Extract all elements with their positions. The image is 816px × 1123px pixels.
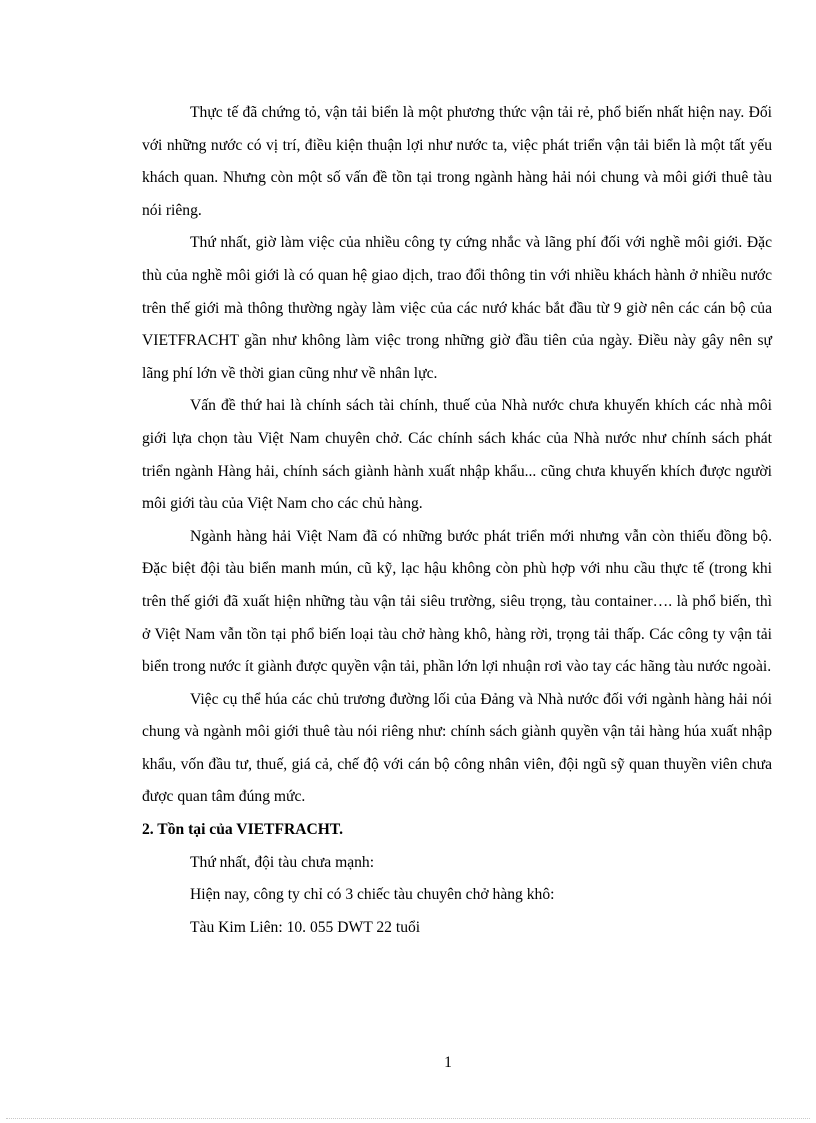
paragraph-policy-implementation: Việc cụ thể húa các chủ trương đường lối của Đảng và Nhà nước đối với ngành hàng hải nói chung và ngành môi giới thuê tàu nói riêng như: chính sách giành quyền vận tải hàng húa xuất nhập khẩu, vốn đầu tư, thuế, giá cả, chế độ với cán bộ công nhân viên, đội ngũ sỹ quan thuyền viên chưa được quan tâm đúng mức.	[142, 690, 772, 806]
section-heading: 2. Tồn tại của VIETFRACHT.	[142, 821, 344, 839]
list-item: Hiện nay, công ty chỉ có 3 chiếc tàu chuyên chở hàng khô:	[190, 886, 555, 904]
paragraph-working-hours: Thứ nhất, giờ làm việc của nhiều công ty cứng nhắc và lãng phí đối với nghề môi giới. Đặc thù của nghề môi giới là có quan hệ giao dịch, trao đổi thông tin với nhiều khách hành ở nhiều nước trên thế giới mà thông thường ngày làm việc của các nướ khác bắt đầu từ 9 giờ nên các cán bộ của VIETFRACHT gần như không làm việc trong những giờ đầu tiên của ngày. Điều này gây nên sự lãng phí lớn về thời gian cũng như về nhân lực.	[142, 234, 772, 382]
page-edge-divider	[6, 1118, 810, 1119]
page-number: 1	[444, 1054, 452, 1071]
list-item: Thứ nhất, đội tàu chưa mạnh:	[190, 853, 375, 871]
paragraph-fleet-development: Ngành hàng hải Việt Nam đã có những bước phát triển mới nhưng vẫn còn thiếu đồng bộ. Đặc biệt đội tàu biển manh mún, cũ kỹ, lạc hậu không còn phù hợp với nhu cầu thực tế (trong khi trên thế giới đã xuất hiện những tàu vận tải siêu trường, siêu trọng, tàu container…. là phổ biến, thì ở Việt Nam vẫn tồn tại phổ biến loại tàu chở hàng khô, hàng rời, trọng tải thấp. Các công ty vận tải biển trong nước ít giành được quyền vận tải, phần lớn lợi nhuận rơi vào tay các hãng tàu nước ngoài.	[142, 527, 772, 676]
paragraph-financial-policy: Vấn đề thứ hai là chính sách tài chính, thuế của Nhà nước chưa khuyến khích các nhà môi giới lựa chọn tàu Việt Nam chuyên chở. Các chính sách khác của Nhà nước như chính sách phát triển ngành Hàng hải, chính sách giành hành xuất nhập khẩu... cũng chưa khuyến khích được người môi giới tàu của Việt Nam cho các chủ hàng.	[142, 397, 772, 513]
list-item: Tàu Kim Liên: 10. 055 DWT 22 tuổi	[190, 918, 421, 936]
paragraph-intro: Thực tế đã chứng tỏ, vận tải biển là một phương thức vận tải rẻ, phổ biến nhất hiện nay. Đối với những nước có vị trí, điều kiện thuận lợi như nước ta, việc phát triển vận tải biển là một tất yếu khách quan. Nhưng còn một số vấn đề tồn tại trong ngành hàng hải nói chung và môi giới thuê tàu nói riêng.	[142, 104, 772, 219]
page-content	[142, 97, 772, 944]
